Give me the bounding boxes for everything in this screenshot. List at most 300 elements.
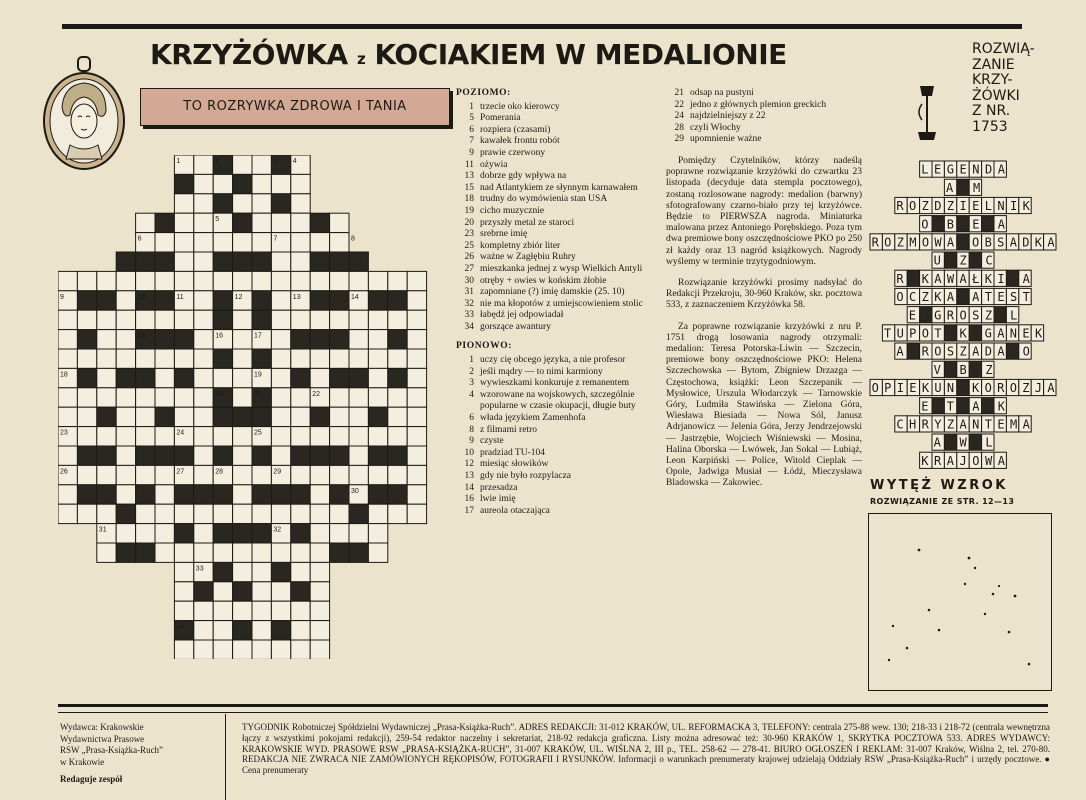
- grid-number: 33: [195, 565, 204, 573]
- grid-white-cell[interactable]: [368, 388, 387, 407]
- grid-white-cell[interactable]: [271, 368, 290, 387]
- grid-white-cell[interactable]: [252, 271, 271, 290]
- grid-white-cell[interactable]: [330, 213, 349, 232]
- grid-white-cell[interactable]: [174, 640, 193, 659]
- grid-white-cell[interactable]: [291, 427, 310, 446]
- grid-white-cell[interactable]: [233, 349, 252, 368]
- grid-white-cell[interactable]: [233, 330, 252, 349]
- grid-white-cell[interactable]: [77, 271, 96, 290]
- grid-white-cell[interactable]: [271, 407, 290, 426]
- grid-white-cell[interactable]: [194, 213, 213, 232]
- grid-white-cell[interactable]: [213, 621, 232, 640]
- grid-white-cell[interactable]: [388, 271, 407, 290]
- grid-white-cell[interactable]: [291, 349, 310, 368]
- grid-white-cell[interactable]: [155, 504, 174, 523]
- grid-white-cell[interactable]: [349, 388, 368, 407]
- grid-white-cell[interactable]: [310, 504, 329, 523]
- grid-white-cell[interactable]: [116, 291, 135, 310]
- grid-white-cell[interactable]: [407, 504, 426, 523]
- grid-white-cell[interactable]: [291, 407, 310, 426]
- grid-white-cell[interactable]: [252, 621, 271, 640]
- grid-white-cell[interactable]: [407, 368, 426, 387]
- grid-white-cell[interactable]: [155, 388, 174, 407]
- grid-number: 22: [312, 390, 320, 398]
- grid-white-cell[interactable]: [291, 252, 310, 271]
- grid-white-cell[interactable]: [116, 271, 135, 290]
- grid-white-cell[interactable]: [291, 601, 310, 620]
- grid-white-cell[interactable]: [233, 155, 252, 174]
- grid-white-cell[interactable]: [136, 407, 155, 426]
- grid-white-cell[interactable]: [194, 368, 213, 387]
- grid-white-cell[interactable]: [252, 543, 271, 562]
- grid-white-cell[interactable]: [194, 174, 213, 193]
- grid-white-cell[interactable]: [291, 233, 310, 252]
- grid-white-cell[interactable]: [194, 446, 213, 465]
- grid-white-cell[interactable]: [116, 427, 135, 446]
- grid-white-cell[interactable]: [252, 174, 271, 193]
- grid-white-cell[interactable]: [136, 427, 155, 446]
- grid-white-cell[interactable]: [58, 446, 77, 465]
- grid-white-cell[interactable]: [116, 407, 135, 426]
- clue-number: 5: [469, 113, 474, 124]
- grid-white-cell[interactable]: [388, 310, 407, 329]
- grid-black-cell: [213, 194, 232, 213]
- grid-white-cell[interactable]: [368, 310, 387, 329]
- grid-white-cell[interactable]: [213, 368, 232, 387]
- grid-white-cell[interactable]: [97, 349, 116, 368]
- grid-white-cell[interactable]: [291, 310, 310, 329]
- grid-white-cell[interactable]: [194, 291, 213, 310]
- grid-white-cell[interactable]: [349, 271, 368, 290]
- clue-item: [456, 425, 662, 437]
- grid-number: 13: [292, 293, 301, 301]
- grid-white-cell[interactable]: [97, 330, 116, 349]
- grid-white-cell[interactable]: [407, 291, 426, 310]
- grid-number: 15: [137, 332, 146, 340]
- grid-white-cell[interactable]: [310, 543, 329, 562]
- clue-item: [456, 264, 662, 276]
- grid-white-cell[interactable]: [136, 271, 155, 290]
- clue-text: najdzielniejszy z 22: [690, 111, 766, 122]
- grid-white-cell[interactable]: [194, 427, 213, 446]
- grid-white-cell[interactable]: [388, 388, 407, 407]
- grid-white-cell[interactable]: [233, 368, 252, 387]
- grid-white-cell[interactable]: [116, 446, 135, 465]
- clue-text: lwie imię: [480, 494, 516, 505]
- grid-white-cell[interactable]: [194, 310, 213, 329]
- grid-white-cell[interactable]: [271, 291, 290, 310]
- grid-white-cell[interactable]: [97, 543, 116, 562]
- grid-white-cell[interactable]: [407, 446, 426, 465]
- grid-black-cell: [155, 252, 174, 271]
- grid-white-cell[interactable]: [252, 640, 271, 659]
- grid-white-cell[interactable]: [291, 213, 310, 232]
- grid-white-cell[interactable]: [271, 330, 290, 349]
- grid-white-cell[interactable]: [194, 330, 213, 349]
- grid-white-cell[interactable]: [174, 194, 193, 213]
- grid-number: 14: [351, 293, 359, 301]
- grid-white-cell[interactable]: [330, 524, 349, 543]
- grid-white-cell[interactable]: [330, 271, 349, 290]
- grid-white-cell[interactable]: [271, 349, 290, 368]
- grid-white-cell[interactable]: [271, 252, 290, 271]
- grid-black-cell: [349, 543, 368, 562]
- grid-white-cell[interactable]: [233, 388, 252, 407]
- clue-number: 4: [469, 389, 474, 400]
- grid-white-cell[interactable]: [213, 601, 232, 620]
- clue-item: [456, 310, 662, 322]
- grid-white-cell[interactable]: [58, 504, 77, 523]
- grid-white-cell[interactable]: [330, 349, 349, 368]
- grid-white-cell[interactable]: [136, 310, 155, 329]
- grid-white-cell[interactable]: [310, 640, 329, 659]
- grid-white-cell[interactable]: [349, 349, 368, 368]
- grid-white-cell[interactable]: [77, 427, 96, 446]
- grid-white-cell[interactable]: [97, 388, 116, 407]
- clue-number: 6: [469, 413, 474, 424]
- grid-white-cell[interactable]: [194, 524, 213, 543]
- grid-white-cell[interactable]: [174, 388, 193, 407]
- grid-number: 20: [215, 390, 223, 398]
- grid-white-cell[interactable]: [407, 407, 426, 426]
- grid-number: 26: [60, 468, 68, 476]
- grid-black-cell: [233, 174, 252, 193]
- grid-white-cell[interactable]: [174, 582, 193, 601]
- grid-white-cell[interactable]: [77, 310, 96, 329]
- grid-white-cell[interactable]: [252, 194, 271, 213]
- grid-white-cell[interactable]: [155, 233, 174, 252]
- grid-white-cell[interactable]: [252, 562, 271, 581]
- grid-white-cell[interactable]: [291, 621, 310, 640]
- grid-white-cell[interactable]: [349, 330, 368, 349]
- grid-white-cell[interactable]: [58, 271, 77, 290]
- grid-white-cell[interactable]: [233, 504, 252, 523]
- grid-white-cell[interactable]: [194, 407, 213, 426]
- grid-white-cell[interactable]: [349, 524, 368, 543]
- grid-white-cell[interactable]: [271, 504, 290, 523]
- grid-white-cell[interactable]: [368, 427, 387, 446]
- grid-white-cell[interactable]: [77, 504, 96, 523]
- grid-white-cell[interactable]: [271, 582, 290, 601]
- grid-white-cell[interactable]: [174, 271, 193, 290]
- grid-white-cell[interactable]: [310, 271, 329, 290]
- grid-white-cell[interactable]: [174, 349, 193, 368]
- clue-text: włada językiem Zamenhofa: [480, 413, 586, 424]
- grid-white-cell[interactable]: [194, 252, 213, 271]
- grid-white-cell[interactable]: [407, 310, 426, 329]
- grid-white-cell[interactable]: [155, 310, 174, 329]
- grid-white-cell[interactable]: [194, 543, 213, 562]
- grid-white-cell[interactable]: [194, 621, 213, 640]
- grid-white-cell[interactable]: [271, 601, 290, 620]
- clue-number: 33: [464, 310, 474, 321]
- grid-white-cell[interactable]: [174, 543, 193, 562]
- grid-white-cell[interactable]: [291, 562, 310, 581]
- grid-black-cell: [136, 252, 155, 271]
- grid-white-cell[interactable]: [388, 407, 407, 426]
- grid-white-cell[interactable]: [155, 427, 174, 446]
- grid-white-cell[interactable]: [310, 562, 329, 581]
- grid-white-cell[interactable]: [407, 485, 426, 504]
- grid-white-cell[interactable]: [330, 310, 349, 329]
- grid-white-cell[interactable]: [310, 582, 329, 601]
- grid-white-cell[interactable]: [194, 504, 213, 523]
- grid-white-cell[interactable]: [136, 388, 155, 407]
- grid-number: 31: [98, 526, 107, 534]
- clue-item: [456, 148, 662, 160]
- grid-white-cell[interactable]: [407, 427, 426, 446]
- grid-white-cell[interactable]: [97, 310, 116, 329]
- grid-black-cell: [77, 446, 96, 465]
- grid-white-cell[interactable]: [349, 310, 368, 329]
- grid-white-cell[interactable]: [271, 174, 290, 193]
- grid-white-cell[interactable]: [233, 194, 252, 213]
- grid-white-cell[interactable]: [194, 271, 213, 290]
- grid-white-cell[interactable]: [116, 465, 135, 484]
- grid-white-cell[interactable]: [407, 349, 426, 368]
- grid-white-cell[interactable]: [233, 640, 252, 659]
- grid-white-cell[interactable]: [213, 271, 232, 290]
- grid-white-cell[interactable]: [174, 252, 193, 271]
- clue-number: 15: [464, 182, 474, 193]
- grid-white-cell[interactable]: [136, 504, 155, 523]
- grid-white-cell[interactable]: [407, 465, 426, 484]
- grid-white-cell[interactable]: [155, 543, 174, 562]
- grid-white-cell[interactable]: [58, 310, 77, 329]
- pionowo-list: [456, 355, 662, 517]
- grid-white-cell[interactable]: [271, 213, 290, 232]
- grid-white-cell[interactable]: [116, 485, 135, 504]
- grid-white-cell[interactable]: [174, 310, 193, 329]
- grid-white-cell[interactable]: [271, 427, 290, 446]
- grid-black-cell: [136, 368, 155, 387]
- grid-white-cell[interactable]: [368, 271, 387, 290]
- grid-white-cell[interactable]: [213, 582, 232, 601]
- grid-white-cell[interactable]: [97, 427, 116, 446]
- grid-white-cell[interactable]: [155, 271, 174, 290]
- grid-number: 34: [176, 623, 185, 631]
- grid-white-cell[interactable]: [233, 543, 252, 562]
- grid-white-cell[interactable]: [155, 349, 174, 368]
- grid-white-cell[interactable]: [116, 388, 135, 407]
- grid-black-cell: [116, 504, 135, 523]
- grid-white-cell[interactable]: [252, 601, 271, 620]
- grid-white-cell[interactable]: [155, 368, 174, 387]
- grid-white-cell[interactable]: [116, 349, 135, 368]
- grid-white-cell[interactable]: [116, 524, 135, 543]
- grid-white-cell[interactable]: [233, 427, 252, 446]
- grid-white-cell[interactable]: [407, 388, 426, 407]
- grid-white-cell[interactable]: [252, 213, 271, 232]
- grid-white-cell[interactable]: [310, 465, 329, 484]
- grid-white-cell[interactable]: [58, 349, 77, 368]
- grid-white-cell[interactable]: [349, 446, 368, 465]
- grid-white-cell[interactable]: [368, 368, 387, 387]
- grid-white-cell[interactable]: [349, 407, 368, 426]
- grid-white-cell[interactable]: [97, 271, 116, 290]
- grid-white-cell[interactable]: [407, 330, 426, 349]
- grid-white-cell[interactable]: [233, 562, 252, 581]
- grid-white-cell[interactable]: [213, 504, 232, 523]
- clue-text: kawałek frontu robót: [480, 136, 560, 147]
- grid-white-cell[interactable]: [174, 601, 193, 620]
- grid-white-cell[interactable]: [271, 543, 290, 562]
- grid-white-cell[interactable]: [271, 640, 290, 659]
- grid-number: 1: [176, 158, 181, 165]
- grid-white-cell[interactable]: [271, 446, 290, 465]
- grid-white-cell[interactable]: [252, 504, 271, 523]
- grid-white-cell[interactable]: [194, 465, 213, 484]
- grid-white-cell[interactable]: [368, 349, 387, 368]
- clue-number: 11: [464, 159, 474, 170]
- grid-white-cell[interactable]: [330, 465, 349, 484]
- grid-white-cell[interactable]: [194, 388, 213, 407]
- grid-white-cell[interactable]: [233, 601, 252, 620]
- grid-black-cell: [97, 485, 116, 504]
- grid-black-cell: [368, 485, 387, 504]
- grid-white-cell[interactable]: [174, 233, 193, 252]
- grid-white-cell[interactable]: [58, 407, 77, 426]
- grid-white-cell[interactable]: [310, 233, 329, 252]
- clue-text: aureola otaczająca: [480, 505, 550, 516]
- clue-item: [456, 471, 662, 483]
- grid-white-cell[interactable]: [388, 349, 407, 368]
- solution-row-text: OCZKA ATEST: [896, 290, 1030, 305]
- clue-item: [456, 229, 662, 241]
- grid-white-cell[interactable]: [349, 465, 368, 484]
- grid-white-cell[interactable]: [310, 368, 329, 387]
- grid-white-cell[interactable]: [368, 524, 387, 543]
- grid-white-cell[interactable]: [368, 504, 387, 523]
- grid-white-cell[interactable]: [97, 368, 116, 387]
- grid-black-cell: [271, 194, 290, 213]
- grid-white-cell[interactable]: [291, 504, 310, 523]
- grid-white-cell[interactable]: [291, 543, 310, 562]
- grid-white-cell[interactable]: [194, 194, 213, 213]
- grid-white-cell[interactable]: [136, 349, 155, 368]
- grid-white-cell[interactable]: [388, 504, 407, 523]
- grid-white-cell[interactable]: [116, 330, 135, 349]
- grid-white-cell[interactable]: [194, 640, 213, 659]
- grid-white-cell[interactable]: [213, 233, 232, 252]
- grid-white-cell[interactable]: [310, 524, 329, 543]
- grid-white-cell[interactable]: [330, 407, 349, 426]
- grid-white-cell[interactable]: [388, 465, 407, 484]
- grid-white-cell[interactable]: [291, 174, 310, 193]
- grid-white-cell[interactable]: [310, 485, 329, 504]
- grid-white-cell[interactable]: [330, 233, 349, 252]
- grid-white-cell[interactable]: [291, 271, 310, 290]
- grid-black-cell: [174, 330, 193, 349]
- grid-white-cell[interactable]: [252, 155, 271, 174]
- solution-row-text: E T A K: [921, 399, 1005, 414]
- grid-white-cell[interactable]: [233, 485, 252, 504]
- grid-white-cell[interactable]: [291, 388, 310, 407]
- grid-white-cell[interactable]: [174, 213, 193, 232]
- grid-white-cell[interactable]: [291, 194, 310, 213]
- grid-white-cell[interactable]: [116, 310, 135, 329]
- grid-white-cell[interactable]: [194, 349, 213, 368]
- grid-white-cell[interactable]: [213, 543, 232, 562]
- grid-white-cell[interactable]: [368, 330, 387, 349]
- grid-white-cell[interactable]: [77, 388, 96, 407]
- grid-black-cell: [310, 213, 329, 232]
- grid-white-cell[interactable]: [155, 485, 174, 504]
- grid-white-cell[interactable]: [310, 310, 329, 329]
- grid-white-cell[interactable]: [310, 601, 329, 620]
- grid-white-cell[interactable]: [330, 427, 349, 446]
- grid-white-cell[interactable]: [194, 601, 213, 620]
- grid-white-cell[interactable]: [407, 271, 426, 290]
- grid-white-cell[interactable]: [291, 640, 310, 659]
- grid-white-cell[interactable]: [174, 562, 193, 581]
- grid-white-cell[interactable]: [368, 543, 387, 562]
- grid-white-cell[interactable]: [310, 349, 329, 368]
- grid-white-cell[interactable]: [136, 524, 155, 543]
- clue-item: [456, 448, 662, 460]
- grid-white-cell[interactable]: [174, 407, 193, 426]
- grid-white-cell[interactable]: [233, 233, 252, 252]
- grid-white-cell[interactable]: [252, 465, 271, 484]
- grid-white-cell[interactable]: [233, 271, 252, 290]
- grid-white-cell[interactable]: [174, 504, 193, 523]
- grid-white-cell[interactable]: [233, 446, 252, 465]
- grid-white-cell[interactable]: [155, 465, 174, 484]
- grid-white-cell[interactable]: [252, 233, 271, 252]
- grid-white-cell[interactable]: [388, 427, 407, 446]
- grid-white-cell[interactable]: [368, 465, 387, 484]
- grid-white-cell[interactable]: [136, 465, 155, 484]
- grid-black-cell: [310, 330, 329, 349]
- grid-white-cell[interactable]: [213, 640, 232, 659]
- grid-white-cell[interactable]: [194, 233, 213, 252]
- grid-black-cell: [252, 349, 271, 368]
- solution-row-text: O B E A: [921, 217, 1005, 232]
- grid-number: 18: [60, 371, 68, 379]
- grid-white-cell[interactable]: [77, 465, 96, 484]
- grid-white-cell[interactable]: [58, 485, 77, 504]
- grid-white-cell[interactable]: [213, 174, 232, 193]
- grid-white-cell[interactable]: [330, 504, 349, 523]
- grid-white-cell[interactable]: [136, 213, 155, 232]
- grid-white-cell[interactable]: [233, 310, 252, 329]
- grid-white-cell[interactable]: [310, 621, 329, 640]
- grid-white-cell[interactable]: [310, 427, 329, 446]
- grid-white-cell[interactable]: [194, 155, 213, 174]
- grid-white-cell[interactable]: [155, 524, 174, 543]
- grid-white-cell[interactable]: [349, 427, 368, 446]
- grid-black-cell: [155, 213, 174, 232]
- grid-white-cell[interactable]: [271, 271, 290, 290]
- grid-white-cell[interactable]: [233, 465, 252, 484]
- grid-black-cell: [174, 368, 193, 387]
- clues-column-1: [456, 88, 662, 517]
- grid-white-cell[interactable]: [97, 504, 116, 523]
- grid-white-cell[interactable]: [330, 388, 349, 407]
- grid-black-cell: [155, 407, 174, 426]
- clue-number: 24: [674, 111, 684, 122]
- grid-white-cell[interactable]: [77, 349, 96, 368]
- grid-white-cell[interactable]: [291, 465, 310, 484]
- grid-white-cell[interactable]: [271, 388, 290, 407]
- grid-white-cell[interactable]: [271, 310, 290, 329]
- grid-white-cell[interactable]: [58, 388, 77, 407]
- grid-white-cell[interactable]: [97, 465, 116, 484]
- grid-white-cell[interactable]: [77, 407, 96, 426]
- grid-white-cell[interactable]: [213, 427, 232, 446]
- grid-white-cell[interactable]: [58, 330, 77, 349]
- grid-white-cell[interactable]: [252, 582, 271, 601]
